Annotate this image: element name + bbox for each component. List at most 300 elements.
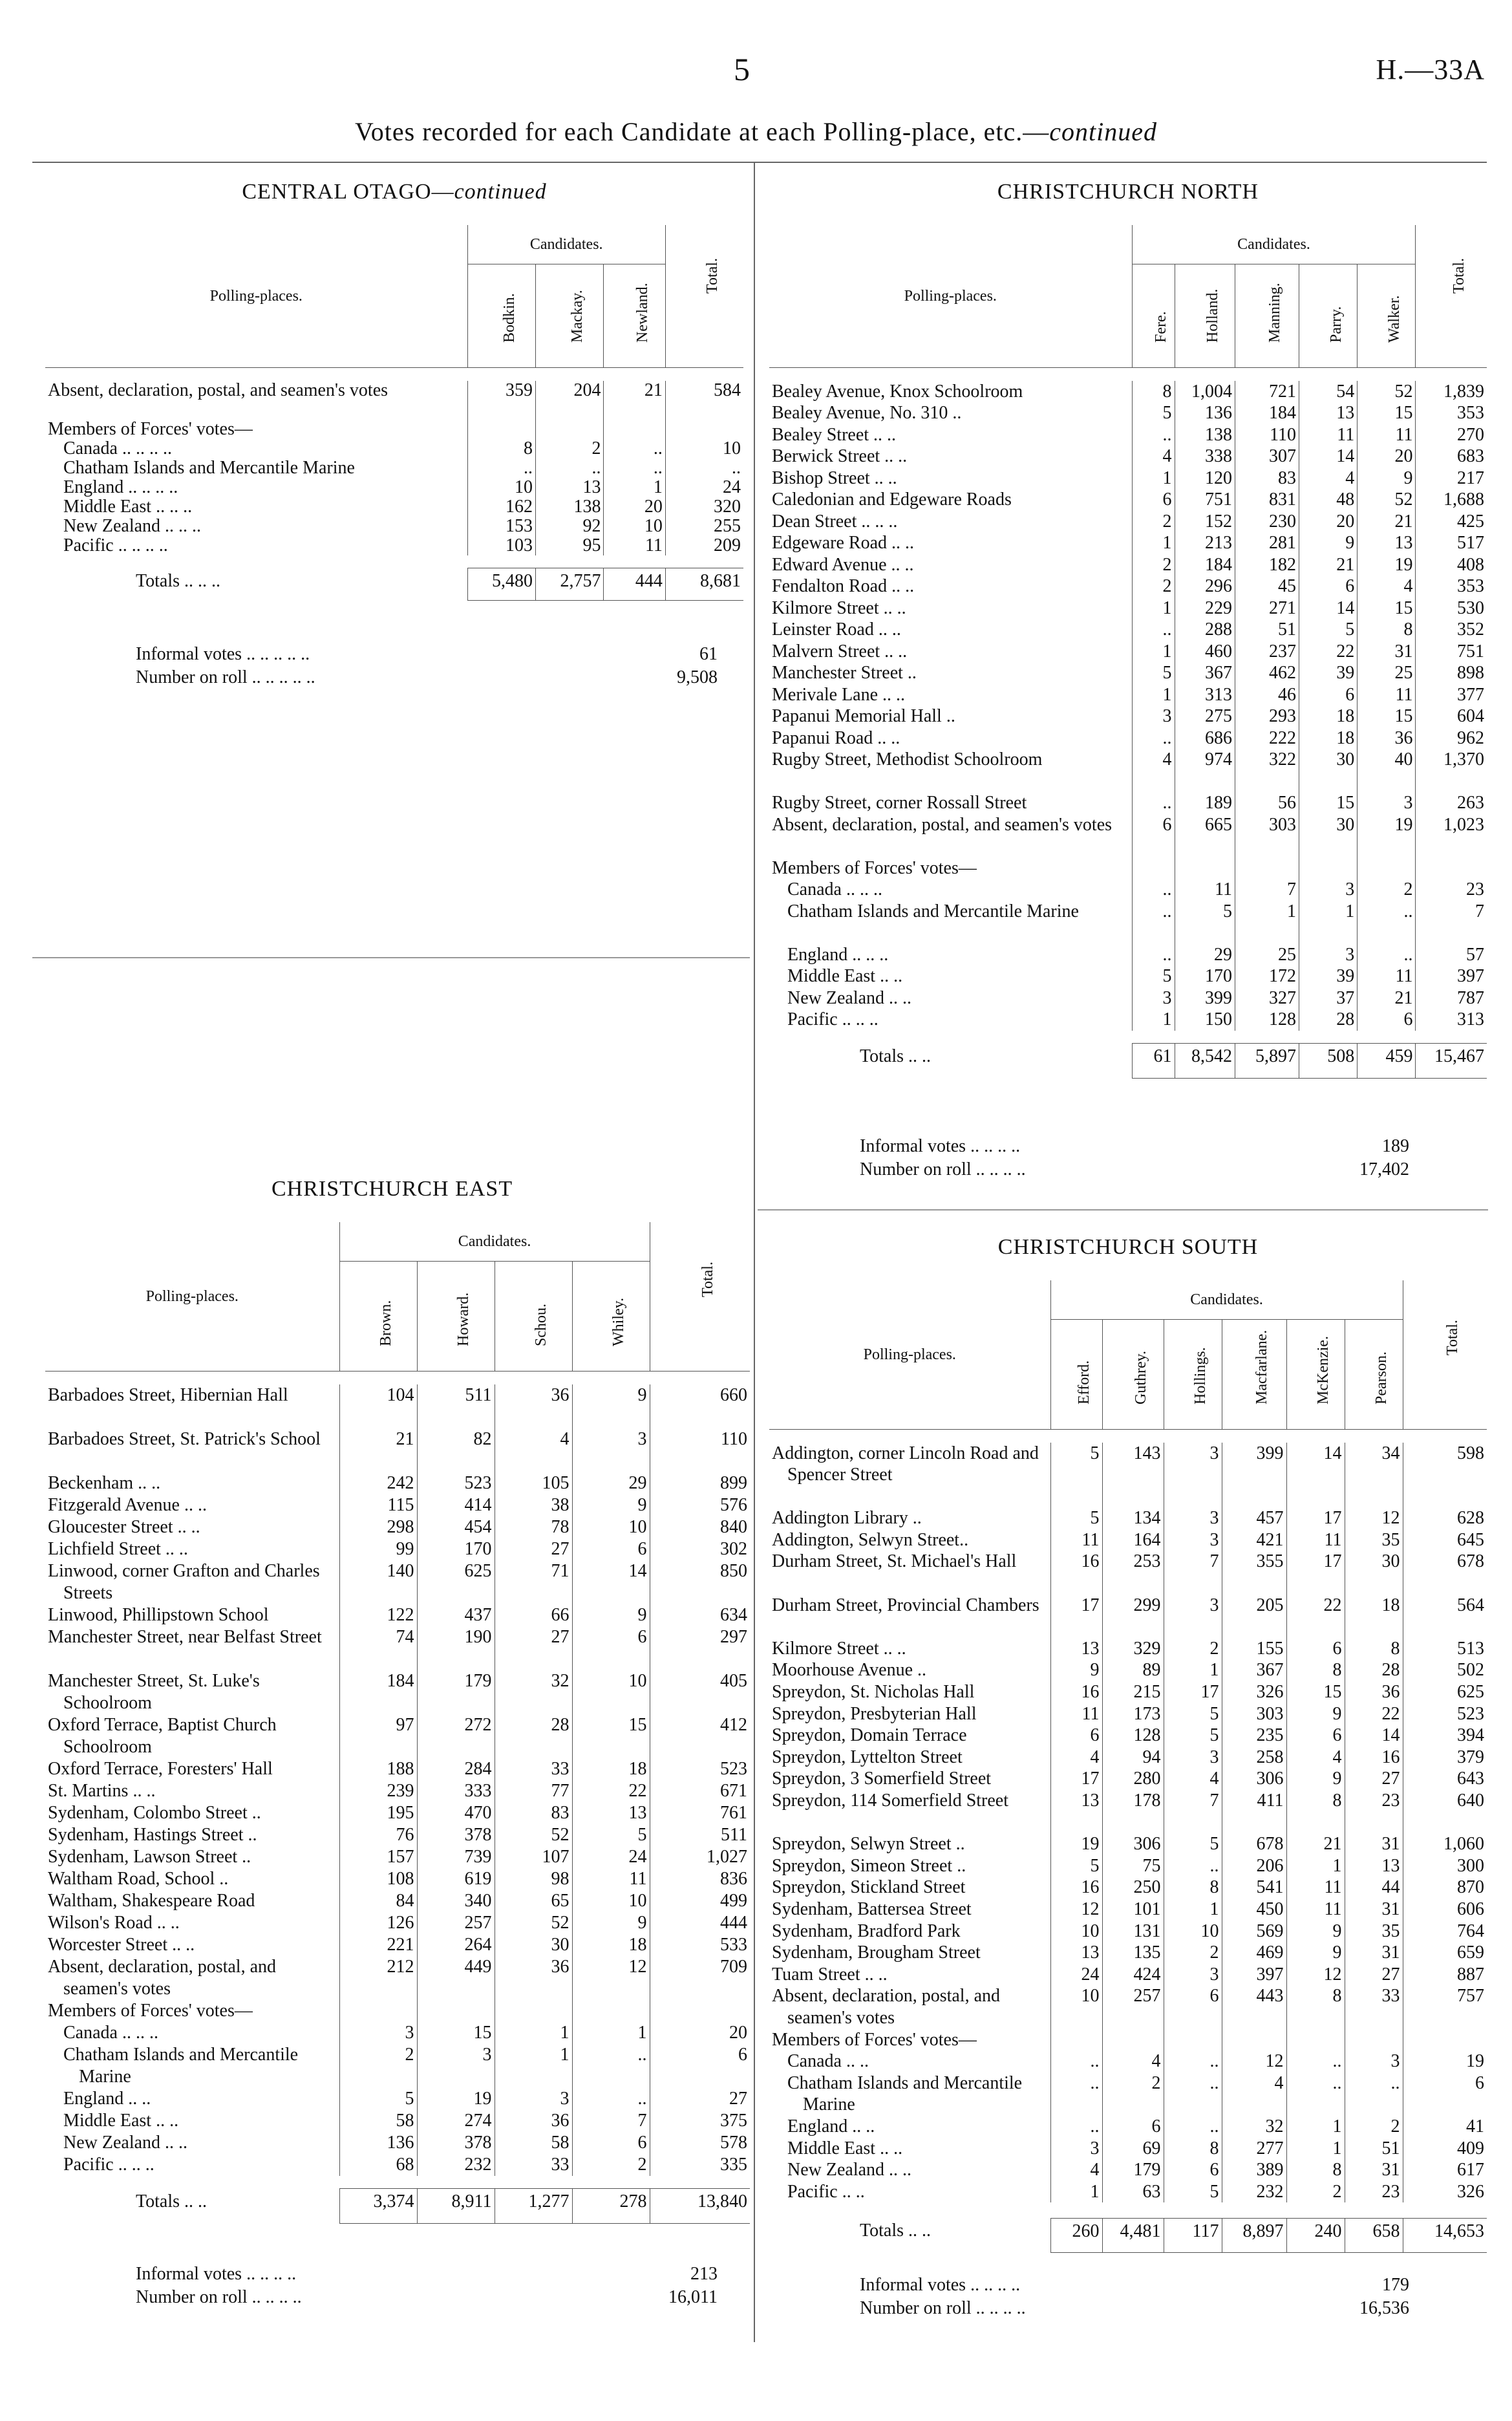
polling-place-name: Pacific .. .. .. ..: [63, 535, 168, 555]
table-row: [45, 517, 743, 536]
vote-count-cell: 6: [1164, 2159, 1222, 2181]
vote-count-cell: 178: [1102, 1790, 1164, 1833]
row-total-cell: 898: [1416, 662, 1487, 684]
vote-count-cell: 1: [495, 2044, 572, 2088]
candidate-total-cell: 8,542: [1175, 1044, 1235, 1079]
table-row: [45, 1384, 750, 1428]
table-row: [769, 662, 1487, 684]
polling-place-name: Spreydon, Stickland Street: [772, 1877, 966, 1898]
vote-count-cell: [1050, 2029, 1102, 2051]
table-row: [45, 439, 743, 458]
vote-count-cell: ..: [1132, 792, 1175, 814]
vote-count-cell: 14: [1286, 1443, 1345, 1508]
table-row: [769, 1009, 1487, 1031]
candidate-header: Walker.: [1358, 264, 1416, 368]
polling-place-name: Chatham Islands and Mercantile Marine: [63, 458, 355, 478]
vote-count-cell: 58: [495, 2132, 572, 2154]
row-total-cell: 962: [1416, 727, 1487, 749]
candidate-total-cell: 2,757: [536, 568, 604, 601]
vote-count-cell: 8: [1358, 619, 1416, 641]
polling-place-name: Spreydon, Simeon Street ..: [772, 1855, 966, 1876]
vote-count-cell: 36: [495, 1956, 572, 2000]
vote-count-cell: 17: [1050, 1595, 1102, 1638]
polling-place-name: Members of Forces' votes—: [772, 2029, 977, 2050]
vote-count-cell: 33: [495, 2154, 572, 2176]
candidate-total-cell: 1,277: [495, 2189, 572, 2224]
vote-count-cell: 189: [1175, 792, 1235, 814]
vote-count-cell: 6: [1102, 2116, 1164, 2138]
vote-count-cell: 32: [495, 1670, 572, 1714]
vote-count-cell: 460: [1175, 641, 1235, 663]
vote-count-cell: 51: [1235, 619, 1299, 641]
vote-count-cell: 20: [1358, 446, 1416, 468]
vote-count-cell: 190: [417, 1626, 495, 1670]
row-total-cell: 110: [650, 1428, 750, 1472]
vote-count-cell: 21: [339, 1428, 417, 1472]
vote-count-cell: 306: [1102, 1833, 1164, 1855]
table-row: [45, 1846, 750, 1868]
vote-count-cell: 299: [1102, 1595, 1164, 1638]
vote-count-cell: 3: [495, 2088, 572, 2110]
vote-count-cell: 71: [495, 1560, 572, 1604]
vote-count-cell: 619: [417, 1868, 495, 1890]
vote-count-cell: 89: [1102, 1659, 1164, 1681]
row-total-cell: 217: [1416, 468, 1487, 490]
candidate-total-cell: 4,481: [1102, 2218, 1164, 2253]
table-row: [769, 1985, 1487, 2028]
vote-count-cell: 20: [604, 497, 665, 517]
vote-count-cell: [1286, 2029, 1345, 2051]
row-total-cell: 10: [665, 439, 743, 458]
row-total-cell: 27: [650, 2088, 750, 2110]
table-row: [769, 2072, 1487, 2116]
candidates-group-header: Candidates.: [1132, 225, 1416, 264]
vote-count-cell: 12: [572, 1956, 650, 2000]
vote-count-cell: ..: [1050, 2072, 1102, 2116]
polling-place-name: Rugby Street, corner Rossall Street: [772, 793, 1027, 813]
vote-count-cell: 24: [572, 1846, 650, 1868]
vote-count-cell: ..: [1164, 2050, 1222, 2072]
row-total-cell: 887: [1403, 1964, 1487, 1986]
polling-place-name: Kilmore Street .. ..: [772, 1638, 906, 1659]
table-row: [45, 2154, 750, 2176]
vote-count-cell: ..: [1345, 2072, 1403, 2116]
table-row: [769, 576, 1487, 597]
vote-count-cell: 4: [1102, 2050, 1164, 2072]
vote-count-cell: 179: [417, 1670, 495, 1714]
table-row: [769, 381, 1487, 403]
vote-count-cell: 721: [1235, 381, 1299, 403]
section-divider-right: [758, 1209, 1488, 1210]
vote-count-cell: 355: [1222, 1551, 1286, 1594]
vote-count-cell: 56: [1235, 792, 1299, 814]
table-row: [769, 1443, 1487, 1508]
vote-count-cell: ..: [1358, 944, 1416, 966]
vote-count-cell: 1: [1132, 1009, 1175, 1031]
vote-count-cell: ..: [1132, 901, 1175, 944]
vote-count-cell: 5: [1164, 2181, 1222, 2203]
vote-count-cell: 27: [1345, 1964, 1403, 1986]
vote-count-cell: 140: [339, 1560, 417, 1604]
row-total-cell: 499: [650, 1890, 750, 1912]
row-total-cell: 678: [1403, 1551, 1487, 1594]
totals-label: Totals .. ..: [136, 2191, 208, 2211]
polling-place-name: New Zealand .. ..: [787, 987, 912, 1008]
row-total-cell: 1,023: [1416, 814, 1487, 857]
vote-count-cell: 17: [1286, 1551, 1345, 1594]
vote-count-cell: 457: [1222, 1507, 1286, 1529]
polling-place-name: Papanui Memorial Hall ..: [772, 706, 955, 726]
polling-place-name: Sydenham, Brougham Street: [772, 1942, 981, 1963]
vote-count-cell: 52: [495, 1824, 572, 1846]
vote-count-cell: 17: [1164, 1681, 1222, 1703]
vote-count-cell: 367: [1175, 662, 1235, 684]
candidate-header: Holland.: [1175, 264, 1235, 368]
vote-count-cell: 155: [1222, 1638, 1286, 1660]
grand-total-cell: 14,653: [1403, 2218, 1487, 2253]
table-row: [769, 2029, 1487, 2051]
table-row: [769, 2116, 1487, 2138]
vote-count-cell: ..: [604, 439, 665, 458]
summary-roll: Number on roll .. .. .. .. 17,402: [860, 1159, 1409, 1179]
table-row: [769, 1790, 1487, 1833]
vote-count-cell: 22: [1299, 641, 1358, 663]
polling-place-name: Pacific .. .. ..: [787, 1009, 878, 1029]
polling-place-name: Manchester Street ..: [772, 663, 917, 683]
candidate-total-cell: 658: [1345, 2218, 1403, 2253]
polling-place-name: Pacific .. ..: [787, 2181, 865, 2202]
vote-count-cell: [1164, 2029, 1222, 2051]
polling-place-name: Bealey Street .. ..: [772, 424, 897, 445]
vote-count-cell: 115: [339, 1494, 417, 1516]
vote-count-cell: 10: [1050, 1985, 1102, 2028]
vote-count-cell: 68: [339, 2154, 417, 2176]
vote-count-cell: 327: [1235, 987, 1299, 1009]
row-total-cell: 628: [1403, 1507, 1487, 1529]
table-row: [45, 1824, 750, 1846]
polling-place-name: Chatham Islands and Mercantile Marine: [63, 2044, 299, 2087]
vote-count-cell: 30: [495, 1934, 572, 1956]
polling-place-name: Durham Street, St. Michael's Hall: [772, 1551, 1017, 1572]
row-total-cell: 444: [650, 1912, 750, 1934]
polling-place-name: Chatham Islands and Mercantile Marine: [787, 2072, 1023, 2115]
vote-count-cell: 389: [1222, 2159, 1286, 2181]
row-total-cell: 1,839: [1416, 381, 1487, 403]
vote-count-cell: 2: [339, 2044, 417, 2088]
polling-place-name: Middle East .. .. ..: [63, 497, 193, 517]
row-total-cell: 302: [650, 1538, 750, 1560]
results-table: [45, 225, 743, 601]
vote-count-cell: [1345, 2029, 1403, 2051]
vote-count-cell: ..: [1164, 2072, 1222, 2116]
vote-count-cell: ..: [1164, 1855, 1222, 1877]
polling-place-name: Spreydon, Domain Terrace: [772, 1725, 967, 1746]
vote-count-cell: 523: [417, 1472, 495, 1494]
polling-place-name: Durham Street, Provincial Chambers: [772, 1595, 1039, 1615]
vote-count-cell: 288: [1175, 619, 1235, 641]
vote-count-cell: 450: [1222, 1899, 1286, 1921]
vote-count-cell: 150: [1175, 1009, 1235, 1031]
polling-place-name: Linwood, Phillipstown School: [48, 1604, 269, 1625]
candidate-header: Fere.: [1132, 264, 1175, 368]
polling-place-name: England .. ..: [787, 2116, 875, 2136]
vote-count-cell: 170: [417, 1538, 495, 1560]
vote-count-cell: ..: [572, 2044, 650, 2088]
vote-count-cell: 15: [1358, 402, 1416, 424]
candidate-total-cell: 260: [1050, 2218, 1102, 2253]
row-total-cell: 625: [1403, 1681, 1487, 1703]
row-total-cell: 379: [1403, 1747, 1487, 1769]
table-row: [45, 1428, 750, 1472]
vote-count-cell: 2: [572, 2154, 650, 2176]
vote-count-cell: 4: [1164, 1768, 1222, 1790]
vote-count-cell: 232: [1222, 2181, 1286, 2203]
vote-count-cell: 4: [1132, 446, 1175, 468]
row-total-cell: 659: [1403, 1942, 1487, 1964]
section-central-otago: [45, 173, 743, 755]
table-row: [769, 554, 1487, 576]
candidate-total-cell: 240: [1286, 2218, 1345, 2253]
vote-count-cell: 13: [536, 478, 604, 497]
candidate-header: Efford.: [1050, 1320, 1102, 1430]
row-total-cell: 899: [650, 1472, 750, 1494]
vote-count-cell: 83: [495, 1802, 572, 1824]
vote-count-cell: 138: [536, 497, 604, 517]
row-total-cell: 326: [1403, 2181, 1487, 2203]
polling-place-name: Sydenham, Hastings Street ..: [48, 1824, 257, 1845]
vote-count-cell: 333: [417, 1780, 495, 1802]
candidate-total-cell: 5,480: [467, 568, 535, 601]
table-row: [45, 478, 743, 497]
table-row: [45, 1494, 750, 1516]
table-row: [769, 641, 1487, 663]
candidate-header: Hollings.: [1164, 1320, 1222, 1430]
vote-count-cell: 184: [339, 1670, 417, 1714]
row-total-cell: 578: [650, 2132, 750, 2154]
vote-count-cell: 6: [1299, 576, 1358, 597]
vote-count-cell: 136: [1175, 402, 1235, 424]
vote-count-cell: 6: [1050, 1725, 1102, 1747]
vote-count-cell: 172: [1235, 965, 1299, 987]
vote-count-cell: 399: [1222, 1443, 1286, 1508]
vote-count-cell: 274: [417, 2110, 495, 2132]
row-total-cell: 511: [650, 1824, 750, 1846]
vote-count-cell: 52: [1358, 489, 1416, 511]
polling-place-name: Rugby Street, Methodist Schoolroom: [772, 749, 1043, 769]
vote-count-cell: 3: [1358, 792, 1416, 814]
vote-count-cell: 1: [1164, 1659, 1222, 1681]
polling-places-header: Polling-places.: [209, 288, 303, 305]
vote-count-cell: 48: [1299, 489, 1358, 511]
vote-count-cell: 16: [1345, 1747, 1403, 1769]
vote-count-cell: 28: [495, 1714, 572, 1758]
table-row: [45, 458, 743, 478]
vote-count-cell: 4: [1222, 2072, 1286, 2116]
vote-count-cell: 13: [1358, 532, 1416, 554]
row-total-cell: 606: [1403, 1899, 1487, 1921]
vote-count-cell: 188: [339, 1758, 417, 1780]
candidate-header: Pearson.: [1345, 1320, 1403, 1430]
polling-place-name: Wilson's Road .. ..: [48, 1912, 180, 1933]
vote-count-cell: 36: [1345, 1681, 1403, 1703]
table-row: [45, 420, 743, 439]
vote-count-cell: 7: [1164, 1551, 1222, 1594]
vote-count-cell: 6: [1358, 1009, 1416, 1031]
vote-count-cell: 11: [1286, 1899, 1345, 1921]
candidate-header: Parry.: [1299, 264, 1358, 368]
table-row: [769, 1855, 1487, 1877]
polling-place-name: Sydenham, Colombo Street ..: [48, 1802, 261, 1823]
vote-count-cell: 5: [1132, 965, 1175, 987]
polling-place-name: Sydenham, Lawson Street ..: [48, 1846, 251, 1867]
vote-count-cell: 131: [1102, 1921, 1164, 1942]
totals-row: [45, 568, 743, 601]
polling-place-name: Gloucester Street .. ..: [48, 1516, 200, 1537]
summary-roll: Number on roll .. .. .. .. 16,011: [136, 2287, 718, 2307]
candidates-group-header: Candidates.: [1050, 1280, 1403, 1320]
vote-count-cell: 44: [1345, 1877, 1403, 1899]
row-total-cell: 751: [1416, 641, 1487, 663]
table-row: [769, 1942, 1487, 1964]
vote-count-cell: [495, 2000, 572, 2022]
row-total-cell: 533: [650, 1934, 750, 1956]
row-total-cell: 1,060: [1403, 1833, 1487, 1855]
row-total-cell: 7: [1416, 901, 1487, 944]
row-total-cell: 502: [1403, 1659, 1487, 1681]
vote-count-cell: [417, 2000, 495, 2022]
row-total-cell: 397: [1416, 965, 1487, 987]
vote-count-cell: 2: [1286, 2181, 1345, 2203]
vote-count-cell: 9: [572, 1494, 650, 1516]
vote-count-cell: [1175, 857, 1235, 879]
vote-count-cell: 1: [495, 2022, 572, 2044]
vote-count-cell: 307: [1235, 446, 1299, 468]
row-total-cell: 300: [1403, 1855, 1487, 1877]
table-row: [45, 1868, 750, 1890]
row-total-cell: 660: [650, 1384, 750, 1428]
vote-count-cell: 82: [417, 1428, 495, 1472]
table-row: [769, 749, 1487, 792]
polling-place-name: Barbadoes Street, St. Patrick's School: [48, 1428, 321, 1449]
vote-count-cell: 27: [495, 1626, 572, 1670]
vote-count-cell: 3: [1164, 1747, 1222, 1769]
table-row: [769, 511, 1487, 533]
vote-count-cell: [604, 420, 665, 439]
vote-count-cell: 83: [1235, 468, 1299, 490]
vote-count-cell: 378: [417, 2132, 495, 2154]
row-total-cell: 409: [1403, 2138, 1487, 2160]
vote-count-cell: 19: [1358, 554, 1416, 576]
vote-count-cell: 11: [1050, 1703, 1102, 1725]
vote-count-cell: 76: [339, 1824, 417, 1846]
vote-count-cell: 75: [1102, 1855, 1164, 1877]
vote-count-cell: 313: [1175, 684, 1235, 706]
vote-count-cell: 1: [1050, 2181, 1102, 2203]
polling-place-name: England .. .. .. ..: [63, 477, 178, 497]
vote-count-cell: [339, 2000, 417, 2022]
vote-count-cell: 15: [572, 1714, 650, 1758]
row-total-cell: 634: [650, 1604, 750, 1626]
vote-count-cell: 275: [1175, 705, 1235, 727]
totals-row: [769, 1044, 1487, 1079]
vote-count-cell: 397: [1222, 1964, 1286, 1986]
vote-count-cell: 10: [572, 1890, 650, 1912]
vote-count-cell: 134: [1102, 1507, 1164, 1529]
vote-count-cell: 29: [1175, 944, 1235, 966]
column-divider: [754, 163, 755, 2342]
vote-count-cell: 9: [1286, 1703, 1345, 1725]
table-row: [769, 1899, 1487, 1921]
vote-count-cell: 1: [1299, 901, 1358, 944]
vote-count-cell: 3: [1164, 1443, 1222, 1508]
vote-count-cell: 58: [339, 2110, 417, 2132]
vote-count-cell: 665: [1175, 814, 1235, 857]
polling-place-name: Kilmore Street .. ..: [772, 597, 906, 618]
vote-count-cell: ..: [1164, 2116, 1222, 2138]
table-row: [769, 2159, 1487, 2181]
vote-count-cell: 281: [1235, 532, 1299, 554]
table-row: [769, 987, 1487, 1009]
vote-count-cell: 1: [1132, 532, 1175, 554]
vote-count-cell: ..: [572, 2088, 650, 2110]
row-total-cell: 517: [1416, 532, 1487, 554]
polling-place-name: Fendalton Road .. ..: [772, 576, 915, 596]
vote-count-cell: 15: [1299, 792, 1358, 814]
vote-count-cell: 8: [1286, 2159, 1345, 2181]
candidate-total-cell: 61: [1132, 1044, 1175, 1079]
vote-count-cell: 19: [1050, 1833, 1102, 1855]
table-row: [45, 1912, 750, 1934]
vote-count-cell: 9: [1286, 1942, 1345, 1964]
table-row: [45, 1758, 750, 1780]
row-total-cell: 209: [665, 536, 743, 555]
polling-place-name: Addington, Selwyn Street..: [772, 1529, 969, 1550]
vote-count-cell: 7: [1235, 879, 1299, 901]
row-total-cell: 584: [665, 381, 743, 420]
vote-count-cell: 215: [1102, 1681, 1164, 1703]
vote-count-cell: 136: [339, 2132, 417, 2154]
vote-count-cell: 16: [1050, 1877, 1102, 1899]
vote-count-cell: 686: [1175, 727, 1235, 749]
polling-place-name: Addington Library ..: [772, 1508, 922, 1529]
polling-place-name: Middle East .. ..: [787, 2138, 903, 2158]
table-row: [45, 1670, 750, 1714]
vote-count-cell: 284: [417, 1758, 495, 1780]
vote-count-cell: 84: [339, 1890, 417, 1912]
vote-count-cell: 120: [1175, 468, 1235, 490]
vote-count-cell: 24: [1050, 1964, 1102, 1986]
table-row: [45, 1538, 750, 1560]
row-total-cell: 836: [650, 1868, 750, 1890]
polling-place-name: Absent, declaration, postal, and seamen's votes: [772, 814, 1113, 835]
vote-count-cell: 229: [1175, 597, 1235, 619]
polling-place-name: Middle East .. ..: [787, 966, 903, 986]
vote-count-cell: [536, 420, 604, 439]
section-christchurch-north: [769, 173, 1487, 1208]
polling-place-name: Members of Forces' votes—: [48, 2000, 253, 2021]
row-total-cell: 683: [1416, 446, 1487, 468]
vote-count-cell: 103: [467, 536, 535, 555]
row-total-cell: 640: [1403, 1790, 1487, 1833]
vote-count-cell: [1222, 2029, 1286, 2051]
polling-places-header: Polling-places.: [145, 1288, 239, 1305]
vote-count-cell: 5: [572, 1824, 650, 1846]
vote-count-cell: 12: [1286, 1964, 1345, 1986]
row-total-cell: 335: [650, 2154, 750, 2176]
table-row: [769, 619, 1487, 641]
vote-count-cell: 11: [1358, 965, 1416, 987]
row-total-cell: 6: [1403, 2072, 1487, 2116]
